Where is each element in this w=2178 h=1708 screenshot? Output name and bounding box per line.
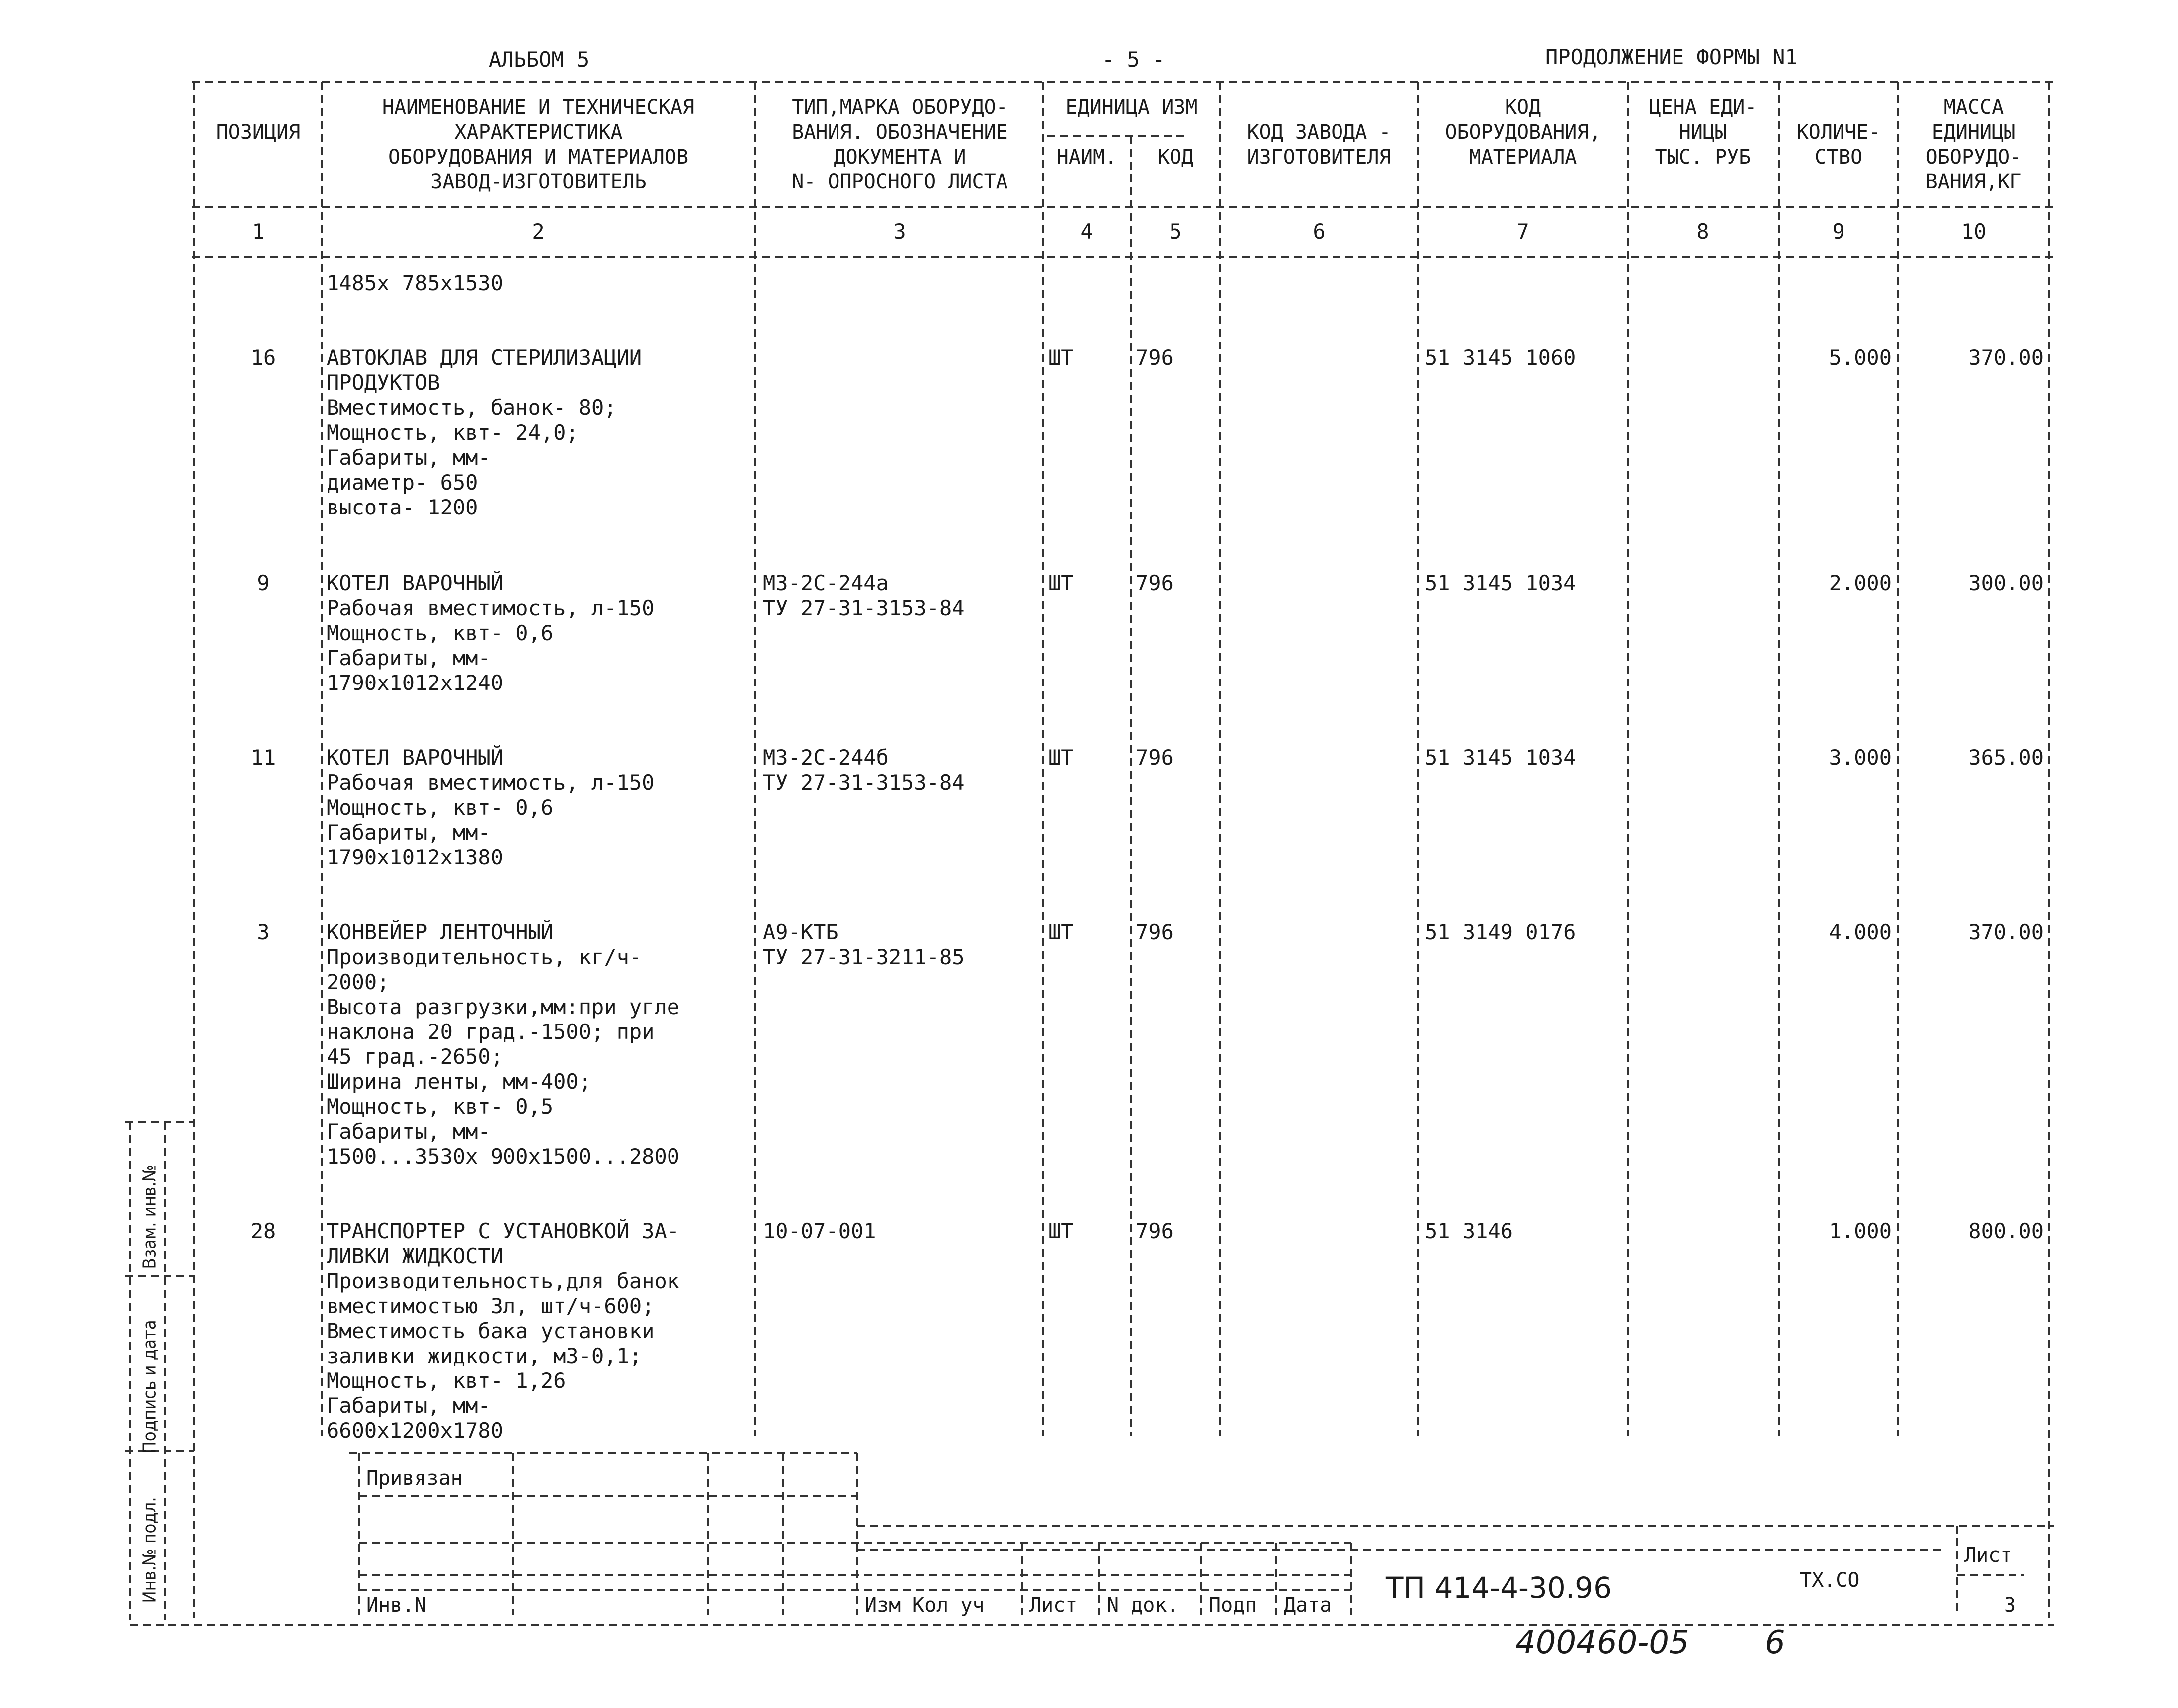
col-header-unit-code: КОД <box>1157 146 1194 169</box>
row-position: 28 <box>250 1219 276 1243</box>
row-name-line: 2000; <box>327 970 390 994</box>
row-name-line: Габариты, мм- <box>327 646 491 670</box>
col-header-unit-group: ЕДИНИЦА ИЗМ <box>1065 96 1198 119</box>
row-mass: 800.00 <box>1968 1219 2044 1243</box>
col-header-type-4: N- ОПРОСНОГО ЛИСТА <box>792 171 1008 193</box>
row-position: 11 <box>250 745 276 770</box>
row-name-line: ТРАНСПОРТЕР С УСТАНОВКОЙ ЗА- <box>327 1219 680 1243</box>
stamp-sheet-label: Лист <box>1964 1544 2012 1567</box>
col-header-price-2: НИЦЫ <box>1678 121 1727 144</box>
col-header-mass-4: ВАНИЯ,КГ <box>1925 171 2022 193</box>
col-header-name-2: ХАРАКТЕРИСТИКА <box>454 121 623 144</box>
side-label-vzam-inv: Взам. инв.№ <box>139 1164 160 1269</box>
row-type-line: А9-КТБ <box>763 920 838 944</box>
row-name-line: ПРОДУКТОВ <box>327 370 440 395</box>
row-equipment-code: 51 3145 1034 <box>1425 745 1576 770</box>
row-unit-code: 796 <box>1136 745 1173 770</box>
col-header-name-1: НАИМЕНОВАНИЕ И ТЕХНИЧЕСКАЯ <box>382 96 695 119</box>
stamp-sheet-number: 3 <box>2004 1594 2016 1617</box>
row-mass: 370.00 <box>1968 345 2044 370</box>
row-name-line: Габариты, мм- <box>327 820 491 845</box>
row-name-line: Мощность, квт- 1,26 <box>327 1368 566 1393</box>
handwritten-archive-number: 400460-05 <box>1515 1624 1689 1661</box>
stamp-section: ТХ.СО <box>1800 1569 1860 1592</box>
row-type-line: ТУ 27-31-3153-84 <box>763 596 965 620</box>
row-name-line: вместимостью 3л, шт/ч-600; <box>327 1294 655 1318</box>
row-type-line: 10-07-001 <box>763 1219 876 1243</box>
row-name-line: Высота разгрузки,мм:при угле <box>327 995 680 1019</box>
row-name-line: Мощность, квт- 0,5 <box>327 1094 554 1119</box>
row-name-line: Мощность, квт- 0,6 <box>327 621 554 645</box>
col-header-factory-code-1: КОД ЗАВОДА - <box>1247 121 1391 144</box>
row-quantity: 1.000 <box>1829 1219 1892 1243</box>
row-equipment-code: 51 3145 1034 <box>1425 571 1576 595</box>
row-quantity: 3.000 <box>1829 745 1892 770</box>
row-unit: ШТ <box>1048 745 1074 770</box>
row-equipment-code: 51 3149 0176 <box>1425 920 1576 944</box>
row-name-line: Вместимость, банок- 80; <box>327 395 617 420</box>
row-name-line: заливки жидкости, м3-0,1; <box>327 1344 642 1368</box>
col-header-equip-code-1: КОД <box>1505 96 1541 119</box>
row-name-line: Вместимость бака установки <box>327 1319 655 1343</box>
col-number-3: 3 <box>893 219 906 244</box>
row-unit: ШТ <box>1048 571 1074 595</box>
stamp-col-data: Дата <box>1284 1594 1332 1617</box>
row-unit-code: 796 <box>1136 1219 1173 1243</box>
row-unit-code: 796 <box>1136 571 1173 595</box>
col-header-price-3: ТЫС. РУБ <box>1655 146 1751 169</box>
col-header-type-2: ВАНИЯ. ОБОЗНАЧЕНИЕ <box>792 121 1008 144</box>
row-type-line: МЗ-2С-244б <box>763 745 889 770</box>
row-name-line: диаметр- 650 <box>327 470 478 495</box>
stamp-col-podp: Подп <box>1209 1594 1257 1617</box>
col-header-name-3: ОБОРУДОВАНИЯ И МАТЕРИАЛОВ <box>388 146 689 169</box>
row-position: 9 <box>257 571 270 595</box>
row-name-line: 45 град.-2650; <box>327 1044 503 1069</box>
row-name-line: Мощность, квт- 0,6 <box>327 795 554 820</box>
col-number-9: 9 <box>1832 219 1845 244</box>
row-name-line: Габариты, мм- <box>327 1393 491 1418</box>
row-name-line: ЛИВКИ ЖИДКОСТИ <box>327 1244 503 1268</box>
col-header-type-1: ТИП,МАРКА ОБОРУДО- <box>792 96 1008 119</box>
col-number-2: 2 <box>532 219 545 244</box>
stamp-col-izm: Изм <box>865 1594 901 1617</box>
row-name-line: наклона 20 град.-1500; при <box>327 1020 655 1044</box>
row-name-line: Производительность,для банок <box>327 1269 680 1293</box>
handwritten-page-number: 6 <box>1765 1624 1785 1661</box>
row-name-line: КОНВЕЙЕР ЛЕНТОЧНЫЙ <box>327 920 554 944</box>
row-position: 16 <box>250 345 276 370</box>
side-label-signature-date: Подпись и дата <box>139 1320 160 1454</box>
stamp-doc-code: ТП 414-4-30.96 <box>1386 1571 1612 1605</box>
row-name-line: АВТОКЛАВ ДЛЯ СТЕРИЛИЗАЦИИ <box>327 345 642 370</box>
col-number-8: 8 <box>1696 219 1709 244</box>
row-name-line: КОТЕЛ ВАРОЧНЫЙ <box>327 571 503 595</box>
col-header-factory-code-2: ИЗГОТОВИТЕЛЯ <box>1247 146 1391 169</box>
row-unit-code: 796 <box>1136 345 1173 370</box>
row-equipment-code: 51 3145 1060 <box>1425 345 1576 370</box>
col-header-name-4: ЗАВОД-ИЗГОТОВИТЕЛЬ <box>430 171 647 193</box>
side-label-inv-podl: Инв.№ подл. <box>139 1497 160 1603</box>
col-number-4: 4 <box>1080 219 1093 244</box>
col-header-price-1: ЦЕНА ЕДИ- <box>1649 96 1757 119</box>
row-name-line: Ширина ленты, мм-400; <box>327 1069 592 1094</box>
row-unit: ШТ <box>1048 345 1074 370</box>
row-position: 3 <box>257 920 270 944</box>
row-name-line: 1500...3530x 900x1500...2800 <box>327 1144 680 1169</box>
col-number-6: 6 <box>1313 219 1326 244</box>
row-equipment-code: 51 3146 <box>1425 1219 1513 1243</box>
page-number: - 5 - <box>1102 47 1165 72</box>
row-name-line: 1790x1012x1240 <box>327 671 503 695</box>
row-mass: 300.00 <box>1968 571 2044 595</box>
row-unit: ШТ <box>1048 920 1074 944</box>
row-name-line: 6600x1200x1780 <box>327 1418 503 1443</box>
col-header-equip-code-3: МАТЕРИАЛА <box>1469 146 1577 169</box>
col-header-mass-1: МАССА <box>1943 96 2004 119</box>
col-header-mass-2: ЕДИНИЦЫ <box>1931 121 2016 144</box>
row-name-line: Рабочая вместимость, л-150 <box>327 770 655 795</box>
col-header-mass-3: ОБОРУДО- <box>1925 146 2022 169</box>
col-header-unit-name: НАИМ. <box>1056 146 1117 169</box>
row-name-line: высота- 1200 <box>327 495 478 519</box>
row-name-line: КОТЕЛ ВАРОЧНЫЙ <box>327 745 503 770</box>
row-name-line: 1790x1012x1380 <box>327 845 503 869</box>
row-type-line: ТУ 27-31-3211-85 <box>763 945 965 969</box>
stamp-col-n-doc: N док. <box>1107 1594 1179 1617</box>
row-type-line: МЗ-2С-244а <box>763 571 889 595</box>
row-mass: 370.00 <box>1968 920 2044 944</box>
row-name-line: Мощность, квт- 24,0; <box>327 420 579 445</box>
row-unit-code: 796 <box>1136 920 1173 944</box>
col-header-qty-1: КОЛИЧЕ- <box>1796 121 1881 144</box>
row-type-line: ТУ 27-31-3153-84 <box>763 770 965 795</box>
col-number-7: 7 <box>1516 219 1529 244</box>
stamp-col-list: Лист <box>1029 1594 1078 1617</box>
row-name-line: Габариты, мм- <box>327 445 491 470</box>
continuation-line: 1485x 785x1530 <box>327 271 503 295</box>
col-header-qty-2: СТВО <box>1814 146 1863 169</box>
col-header-type-3: ДОКУМЕНТА И <box>834 146 966 169</box>
col-header-equip-code-2: ОБОРУДОВАНИЯ, <box>1445 121 1601 144</box>
row-name-line: Производительность, кг/ч- <box>327 945 642 969</box>
col-number-1: 1 <box>252 219 265 244</box>
row-quantity: 4.000 <box>1829 920 1892 944</box>
row-mass: 365.00 <box>1968 745 2044 770</box>
row-unit: ШТ <box>1048 1219 1074 1243</box>
stamp-inv: Инв.N <box>366 1594 427 1617</box>
row-name-line: Габариты, мм- <box>327 1119 491 1144</box>
stamp-col-kol-uch: Кол уч <box>912 1594 985 1617</box>
col-header-position: ПОЗИЦИЯ <box>216 121 301 144</box>
album-label: АЛЬБОМ 5 <box>489 47 590 72</box>
stamp-privyazan: Привязан <box>366 1467 463 1490</box>
col-number-10: 10 <box>1961 219 1987 244</box>
row-quantity: 2.000 <box>1829 571 1892 595</box>
row-quantity: 5.000 <box>1829 345 1892 370</box>
col-number-5: 5 <box>1169 219 1182 244</box>
form-continuation: ПРОДОЛЖЕНИЕ ФОРМЫ N1 <box>1545 45 1798 69</box>
row-name-line: Рабочая вместимость, л-150 <box>327 596 655 620</box>
